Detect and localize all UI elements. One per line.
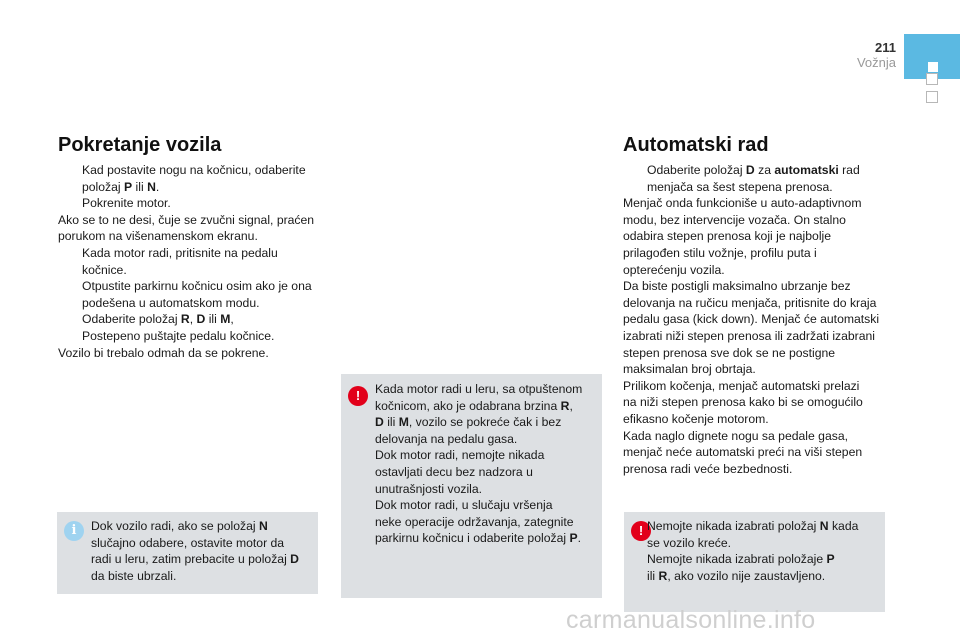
list-item: efikasno kočenje motorom. [623,411,769,426]
page-number: 211 [875,40,896,55]
list-item: porukom na višenamenskom ekranu. [58,229,258,244]
list-item: odabira stepen prenosa koji je najbolje [623,229,832,244]
list-item: delovanja na ručicu menjača, pritisnite do kraja [623,295,877,310]
warning-icon: ! [348,386,368,406]
list-item: Pokrenite motor. [82,196,171,211]
list-item: Kada motor radi, pritisnite na pedalu [82,245,278,260]
start-instructions [58,162,328,361]
list-item: opterećenju vozila. [623,262,725,277]
list-item: maksimalan broj obrtaja. [623,362,756,377]
warning-box-idle [341,374,602,598]
chapter-tab-box[interactable] [926,91,938,103]
list-item: Menjač onda funkcioniše u auto-adaptivnom [623,196,862,211]
automatic-text [623,162,893,477]
chapter-tab-box[interactable] [926,73,938,85]
info-text: Dok vozilo radi, ako se položaj N slučajno odabere, ostavite motor da radi u leru, zatim prebacite u položaj D da biste ubrzali. [91,519,299,583]
list-item: Da biste postigli maksimalno ubrzanje bez [623,279,851,294]
list-item: prenosa radi veće bezbednosti. [623,461,793,476]
list-item: kočnice. [82,262,127,277]
watermark: carmanualsonline.info [566,606,816,634]
list-item: izabrati niži stepen prenosa ili zadržati izabrani [623,328,876,343]
info-box [57,512,318,594]
warning-icon: ! [631,521,651,541]
list-item: Vozilo bi trebalo odmah da se pokrene. [58,345,269,360]
list-item: menjač neće automatski preći na viši stepen [623,445,863,460]
list-item: Ako se to ne desi, čuje se zvučni signal, praćen [58,212,315,227]
warning-box-neutral [624,512,885,612]
info-icon: i [64,521,84,541]
square-dot-icon [928,62,938,72]
list-item: Kada naglo dignete nogu sa pedale gasa, [623,428,848,443]
list-item: položaj P ili N. [82,179,160,194]
list-item: Otpustite parkirnu kočnicu osim ako je ona [82,279,312,294]
chapter-title: Vožnja [856,55,896,70]
list-item: prilagođen stilu vožnje, profilu puta i [623,245,817,260]
list-item: Prilikom kočenja, menjač automatski prelazi [623,378,860,393]
warning-text: Kada motor radi u leru, sa otpuštenom kočnicom, ako je odabrana brzina R, D ili M, vozilo se pokreće čak i bez delovanja na pedalu gasa. Dok motor radi, nemojte nikada ostavljati decu bez nadzora u unutrašnjosti vozila. Dok motor radi, u slučaju vršenja neke operacije održavanja, zategnite parkirnu kočnicu i odaberite položaj P. [375,382,583,546]
warning-text: Nemojte nikada izabrati položaj N kada se vozilo kreće. Nemojte nikada izabrati položaje P ili R, ako vozilo nije zaustavljeno. [647,519,859,583]
list-item: podešena u automatskom modu. [82,295,260,310]
section-title-automatic: Automatski rad [623,134,769,156]
list-item: stepen prenosa sve dok se ne postigne [623,345,836,360]
section-title-start: Pokretanje vozila [58,134,222,156]
list-item: na niži stepen prenosa kako bi se omogućilo [623,395,863,410]
list-item: Kad postavite nogu na kočnicu, odaberite [82,163,306,177]
list-item: menjača sa šest stepena prenosa. [647,179,833,194]
list-item: modu, bez intervencije vozača. On stalno [623,212,846,227]
list-item: Odaberite položaj D za automatski rad [647,163,860,177]
list-item: pedalu gasa (kick down). Menjač će automatski [623,312,880,327]
list-item: Postepeno puštajte pedalu kočnice. [82,328,275,343]
list-item: Odaberite položaj R, D ili M, [82,312,234,327]
